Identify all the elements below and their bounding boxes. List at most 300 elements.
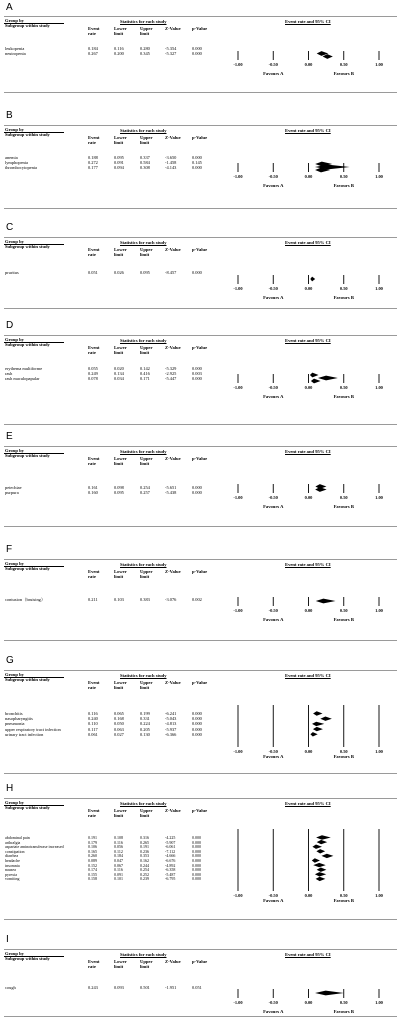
row-upper-limit: 0.265 [140,839,149,845]
row-z-value: -4.143 [165,165,177,171]
panel-letter: F [6,544,13,555]
row-upper-limit: 0.416 [140,371,150,377]
row-lower-limit: 0.056 [114,844,123,850]
row-upper-limit: 0.142 [140,366,150,371]
subgroup-header: Subgroup within study [5,566,50,571]
lower-limit-column-header: Lower [114,247,127,252]
row-event-rate: 0.089 [88,858,97,863]
tick-label: 0.00 [304,286,313,291]
statistics-header: Statistics for each study [120,19,167,24]
group-by-header: Group by [5,800,24,805]
row-upper-limit: 0.501 [140,985,150,990]
row-name: contusion（bruising） [5,597,46,602]
upper-limit-column-header: Upper [140,959,153,964]
row-z-value: -8.457 [165,270,177,275]
panel-letter: I [6,934,9,945]
favours-b-label: Favours B [333,754,354,759]
tick-label: 1.00 [375,749,383,754]
row-upper-limit: 0.205 [140,726,150,732]
subgroup-header: Subgroup within study [5,23,50,28]
lower-limit-column-header: limit [114,31,124,36]
row-upper-limit: 0.584 [140,160,150,166]
row-p-value: 0.003 [192,371,202,377]
event-rate-column-header: rate [88,685,96,690]
favours-b-label: Favours B [333,504,354,509]
upper-limit-column-header: limit [140,685,150,690]
row-event-rate: 0.191 [88,835,97,840]
row-event-rate: 0.117 [88,726,98,732]
row-upper-limit: 0.337 [140,155,150,160]
row-event-rate: 0.055 [88,366,98,371]
lower-limit-column-header: limit [114,140,124,145]
lower-limit-column-header: Lower [114,26,127,31]
lower-limit-column-header: Lower [114,959,127,964]
p-value-column-header: p-Value [192,680,208,685]
tick-label: -0.50 [268,174,278,179]
favours-b-label: Favours B [333,71,354,76]
upper-limit-column-header: Upper [140,135,153,140]
row-name: lymphopenia [5,160,28,166]
row-z-value: -3.076 [165,597,177,602]
tick-label: 0.50 [339,893,348,898]
row-name: constipation [5,848,25,854]
forest-plot [0,949,401,1015]
lower-limit-column-header: limit [114,574,124,579]
row-event-rate: 0.110 [88,721,98,727]
row-name: rash [5,371,13,377]
tick-label: -1.00 [233,608,243,613]
forest-plot [0,559,401,639]
favours-b-label: Favours B [333,295,354,300]
lower-limit-column-header: Lower [114,680,127,685]
row-p-value: 0.000 [192,839,201,845]
tick-label: 0.50 [339,385,348,390]
effect-diamond [320,717,331,721]
row-z-value: -5.937 [165,726,177,732]
upper-limit-column-header: limit [140,140,150,145]
tick-label: 0.00 [304,749,313,754]
row-p-value: 0.000 [192,726,202,732]
row-lower-limit: 0.027 [114,731,124,737]
upper-limit-column-header: Upper [140,247,153,252]
row-upper-limit: 0.254 [140,867,149,873]
event-rate-column-header: rate [88,31,96,36]
lower-limit-column-header: Lower [114,569,127,574]
row-upper-limit: 0.239 [140,876,149,882]
tick-label: 1.00 [375,286,383,291]
tick-label: -0.50 [268,608,278,613]
upper-limit-column-header: Upper [140,456,153,461]
row-z-value: -1.951 [165,985,177,990]
z-value-column-header: Z-Value [165,808,181,813]
row-name: urinary tract infection [5,731,44,737]
row-p-value: 0.000 [192,721,202,727]
row-upper-limit: 0.252 [140,871,149,877]
event-rate-column-header: Event [88,135,100,140]
favours-a-label: Favours A [263,754,284,759]
event-rate-column-header: rate [88,574,96,579]
event-rate-ci-header: Event rate and 95% CI [285,449,331,454]
event-rate-column-header: rate [88,461,96,466]
row-event-rate: 0.165 [88,848,97,854]
row-p-value: 0.000 [192,490,202,496]
effect-diamond [313,863,325,867]
tick-label: -1.00 [233,1000,243,1005]
row-event-rate: 0.155 [88,871,97,877]
row-event-rate: 0.184 [88,46,98,51]
event-rate-column-header: Event [88,26,100,31]
lower-limit-column-header: Lower [114,808,127,813]
row-p-value: 0.000 [192,876,201,882]
row-name: aspartate aminotransferase increased [5,844,64,850]
row-name: upper respiratory tract infection [5,726,61,732]
tick-label: 1.00 [375,174,383,179]
subgroup-header: Subgroup within study [5,956,50,961]
row-lower-limit: 0.063 [114,726,124,732]
row-name: rash maculopapular [5,376,40,382]
tick-label: -0.50 [268,286,278,291]
favours-b-label: Favours B [333,898,354,903]
row-name: erythema multiforme [5,366,43,371]
row-event-rate: 0.061 [88,731,98,737]
row-z-value: -5.651 [165,485,177,490]
row-p-value: 0.000 [192,46,202,51]
forest-plot [0,16,401,91]
row-p-value: 0.002 [192,597,202,602]
row-upper-limit: 0.280 [140,46,150,51]
row-upper-limit: 0.162 [140,858,149,863]
tick-label: -1.00 [233,174,243,179]
row-name: nausea [5,867,16,873]
row-name: headache [5,858,20,863]
row-upper-limit: 0.254 [140,485,150,490]
effect-diamond [316,835,331,839]
event-rate-column-header: Event [88,247,100,252]
row-z-value: -6.061 [165,844,176,850]
tick-label: -1.00 [233,495,243,500]
forest-plot [0,335,401,423]
group-by-header: Group by [5,951,24,956]
tick-label: 0.50 [339,286,348,291]
upper-limit-column-header: Upper [140,569,153,574]
row-z-value: -4.813 [165,721,177,727]
favours-b-label: Favours B [333,1009,354,1014]
row-lower-limit: 0.020 [114,366,124,371]
event-rate-ci-header: Event rate and 95% CI [285,338,331,343]
row-p-value: 0.000 [192,155,202,160]
group-by-header: Group by [5,448,24,453]
row-z-value: -6.366 [165,731,177,737]
effect-diamond [311,379,321,384]
subgroup-header: Subgroup within study [5,453,50,458]
p-value-column-header: p-Value [192,26,208,31]
row-lower-limit: 0.112 [114,848,123,854]
row-name: vomiting [5,876,20,882]
row-z-value: -5.438 [165,490,177,496]
tick-label: 1.00 [375,62,383,67]
z-value-column-header: Z-Value [165,959,181,964]
upper-limit-column-header: limit [140,964,150,969]
row-z-value: -5.329 [165,366,177,371]
row-name: purpura [5,490,19,496]
effect-diamond [315,487,326,492]
row-name: diarrhea [5,853,19,859]
row-upper-limit: 0.171 [140,376,150,382]
row-name: insomnia [5,862,20,868]
effect-diamond [316,877,326,881]
z-value-column-header: Z-Value [165,345,181,350]
subgroup-header: Subgroup within study [5,677,50,682]
tick-label: 1.00 [375,608,383,613]
effect-diamond [315,872,326,876]
row-upper-limit: 0.308 [140,165,150,171]
row-upper-limit: 0.353 [140,853,149,859]
row-event-rate: 0.179 [88,839,97,845]
effect-diamond [313,711,322,715]
row-upper-limit: 0.191 [140,844,149,850]
favours-a-label: Favours A [263,394,284,399]
tick-label: -0.50 [268,749,278,754]
subgroup-header: Subgroup within study [5,244,50,249]
event-rate-column-header: rate [88,350,96,355]
z-value-column-header: Z-Value [165,26,181,31]
forest-plot [0,798,401,918]
panel-letter: D [6,320,14,331]
row-p-value: 0.000 [192,871,201,877]
row-p-value: 0.051 [192,985,202,990]
row-p-value: 0.000 [192,376,202,382]
tick-label: 0.50 [339,495,348,500]
row-event-rate: 0.116 [88,711,98,716]
p-value-column-header: p-Value [192,345,208,350]
row-p-value: 0.000 [192,485,202,490]
row-name: petechiae [5,485,22,490]
row-name: bronchitis [5,711,23,716]
p-value-column-header: p-Value [192,808,208,813]
effect-diamond [321,854,333,858]
row-p-value: 0.000 [192,270,202,275]
group-by-header: Group by [5,561,24,566]
z-value-column-header: Z-Value [165,247,181,252]
row-p-value: 0.000 [192,731,202,737]
favours-a-label: Favours A [263,617,284,622]
statistics-header: Statistics for each study [120,128,167,133]
upper-limit-column-header: limit [140,461,150,466]
row-upper-limit: 0.224 [140,721,150,727]
tick-label: 0.00 [304,174,313,179]
row-name: neutropenia [5,51,26,57]
p-value-column-header: p-Value [192,135,208,140]
row-p-value: 0.000 [192,862,201,868]
row-p-value: 0.000 [192,867,201,873]
statistics-header: Statistics for each study [120,240,167,245]
row-name: pyrexia [5,871,17,877]
event-rate-column-header: Event [88,959,100,964]
effect-diamond [316,599,336,604]
tick-label: 0.50 [339,1000,348,1005]
row-z-value: -4.225 [165,835,176,840]
row-p-value: 0.000 [192,853,201,859]
favours-a-label: Favours A [263,71,284,76]
row-p-value: 0.145 [192,160,202,166]
event-rate-column-header: Event [88,345,100,350]
row-z-value: -5.354 [165,46,177,51]
effect-diamond [317,840,328,844]
z-value-column-header: Z-Value [165,569,181,574]
p-value-column-header: p-Value [192,959,208,964]
row-name: pruritus [5,270,19,275]
row-event-rate: 0.160 [88,490,98,496]
p-value-column-header: p-Value [192,247,208,252]
z-value-column-header: Z-Value [165,456,181,461]
upper-limit-column-header: Upper [140,808,153,813]
lower-limit-column-header: limit [114,350,124,355]
row-z-value: -1.458 [165,160,177,166]
row-event-rate: 0.078 [88,376,98,382]
event-rate-ci-header: Event rate and 95% CI [285,240,331,245]
tick-label: 0.50 [339,62,348,67]
lower-limit-column-header: limit [114,252,124,257]
event-rate-ci-header: Event rate and 95% CI [285,673,331,678]
statistics-header: Statistics for each study [120,449,167,454]
row-event-rate: 0.272 [88,160,98,166]
effect-diamond [312,845,322,849]
row-z-value: -6.358 [165,867,176,873]
effect-diamond [315,991,344,996]
event-rate-column-header: Event [88,456,100,461]
row-z-value: -7.112 [165,848,176,854]
event-rate-column-header: Event [88,808,100,813]
tick-label: 0.00 [304,893,313,898]
p-value-column-header: p-Value [192,456,208,461]
row-p-value: 0.000 [192,51,202,57]
upper-limit-column-header: limit [140,574,150,579]
row-p-value: 0.000 [192,848,201,854]
panel-letter: A [6,2,13,13]
favours-a-label: Favours A [263,1009,284,1014]
row-event-rate: 0.177 [88,165,98,171]
row-z-value: -4.666 [165,853,176,859]
upper-limit-column-header: Upper [140,26,153,31]
row-z-value: -6.676 [165,858,176,863]
row-event-rate: 0.260 [88,853,97,859]
row-z-value: -6.795 [165,876,176,882]
row-name: anemia [5,155,18,160]
upper-limit-column-header: Upper [140,680,153,685]
row-z-value: -5.327 [165,51,177,57]
tick-label: -0.50 [268,62,278,67]
row-lower-limit: 0.065 [114,711,124,716]
row-lower-limit: 0.101 [114,876,123,882]
tick-label: 0.00 [304,385,313,390]
row-event-rate: 0.240 [88,716,98,722]
event-rate-column-header: Event [88,569,100,574]
row-name: thrombocytopenia [5,165,37,171]
tick-label: -0.50 [268,495,278,500]
row-name: abdominal pain [5,835,30,840]
row-upper-limit: 0.383 [140,597,150,602]
row-name: cough [5,985,16,990]
panel-letter: C [6,222,14,233]
row-lower-limit: 0.095 [114,155,124,160]
event-rate-ci-header: Event rate and 95% CI [285,562,331,567]
forest-plot [0,237,401,307]
tick-label: -0.50 [268,1000,278,1005]
statistics-header: Statistics for each study [120,801,167,806]
favours-b-label: Favours B [333,617,354,622]
row-lower-limit: 0.034 [114,376,124,382]
tick-label: 1.00 [375,495,383,500]
row-lower-limit: 0.184 [114,853,123,859]
row-event-rate: 0.267 [88,51,98,57]
row-event-rate: 0.174 [88,867,97,873]
forest-plot [0,125,401,207]
row-lower-limit: 0.093 [114,985,124,990]
effect-diamond [312,722,324,726]
forest-plot [0,446,401,525]
row-lower-limit: 0.098 [114,485,124,490]
row-upper-limit: 0.257 [140,490,150,496]
row-name: arthralgia [5,839,21,845]
tick-label: -1.00 [233,385,243,390]
row-lower-limit: 0.091 [114,871,123,877]
effect-diamond [316,849,325,853]
group-by-header: Group by [5,239,24,244]
row-event-rate: 0.211 [88,597,98,602]
row-lower-limit: 0.134 [114,371,124,377]
row-z-value: -5.043 [165,716,177,722]
row-z-value: -3.650 [165,155,177,160]
upper-limit-column-header: limit [140,252,150,257]
row-lower-limit: 0.168 [114,716,124,722]
event-rate-column-header: rate [88,813,96,818]
event-rate-column-header: rate [88,140,96,145]
row-lower-limit: 0.091 [114,160,124,166]
row-upper-limit: 0.316 [140,835,149,840]
forest-plot [0,670,401,772]
favours-a-label: Favours A [263,504,284,509]
tick-label: 0.00 [304,495,313,500]
row-upper-limit: 0.345 [140,51,150,57]
effect-diamond [313,727,323,731]
row-p-value: 0.000 [192,835,201,840]
tick-label: 0.50 [339,174,348,179]
tick-label: 1.00 [375,1000,383,1005]
group-by-header: Group by [5,672,24,677]
row-lower-limit: 0.067 [114,862,123,868]
row-lower-limit: 0.050 [114,721,124,727]
row-z-value: -6.241 [165,711,177,716]
effect-diamond [310,373,319,378]
z-value-column-header: Z-Value [165,680,181,685]
tick-label: 1.00 [375,385,383,390]
row-event-rate: 0.152 [88,862,97,868]
row-name: leukopenia [5,46,25,51]
lower-limit-column-header: limit [114,461,124,466]
tick-label: 0.00 [304,62,313,67]
row-z-value: -5.487 [165,871,176,877]
lower-limit-column-header: limit [114,813,124,818]
event-rate-column-header: rate [88,964,96,969]
row-lower-limit: 0.116 [114,867,123,873]
panel-letter: E [6,431,13,442]
row-p-value: 0.000 [192,716,202,722]
favours-a-label: Favours A [263,183,284,188]
lower-limit-column-header: Lower [114,456,127,461]
row-z-value: -2.925 [165,371,177,377]
row-event-rate: 0.161 [88,485,98,490]
row-lower-limit: 0.108 [114,835,123,840]
